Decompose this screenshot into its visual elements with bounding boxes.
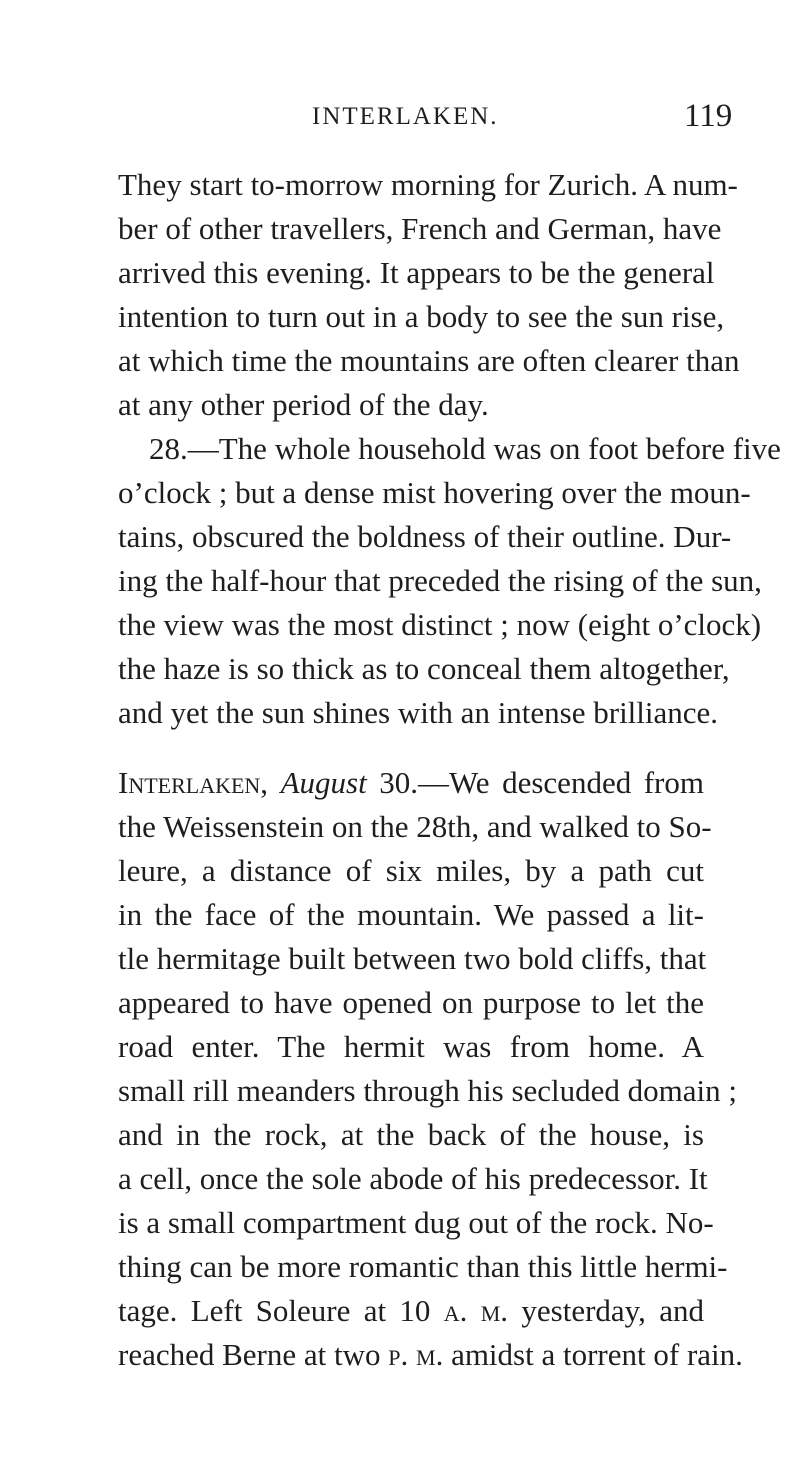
- text-line: small rill meanders through his secluded domain ;: [118, 1073, 738, 1108]
- text-fragment: reached Berne at two: [118, 1337, 389, 1372]
- text-line: a cell, once the sole abode of his predecessor. It: [118, 1161, 708, 1196]
- text-line: [118, 1335, 743, 1375]
- text-line: [118, 1291, 704, 1331]
- text-line: o’clock ; but a dense mist hovering over the moun-: [118, 475, 751, 510]
- text-line: is a small compartment dug out of the rock. No-: [118, 1205, 714, 1240]
- text-line: road enter. The hermit was from home. A: [118, 1029, 704, 1064]
- time-abbrev-am: a. m.: [443, 1293, 509, 1328]
- text-line: appeared to have opened on purpose to let the: [118, 985, 704, 1020]
- text-line: at any other period of the day.: [118, 387, 489, 422]
- text-line: the haze is so thick as to conceal them altogether,: [118, 651, 730, 686]
- entry-heading-line: [118, 763, 704, 803]
- entry-month: August: [280, 765, 367, 800]
- text-fragment: tage. Left Soleure at 10: [118, 1293, 444, 1328]
- text-fragment: yesterday, and: [508, 1293, 704, 1328]
- text-line: 28.—The whole household was on foot before five: [149, 431, 781, 466]
- text-line: at which time the mountains are often clearer than: [118, 343, 740, 378]
- running-title: INTERLAKEN.: [312, 103, 499, 130]
- text-line: ber of other travellers, French and German, have: [118, 211, 722, 246]
- entry-place: Interlaken,: [118, 765, 269, 800]
- entry-heading-rest: 30.—We descended from: [366, 765, 704, 800]
- page-number: 119: [684, 98, 733, 134]
- text-line: intention to turn out in a body to see the sun rise,: [118, 299, 725, 334]
- time-abbrev-pm: p. m.: [388, 1337, 444, 1372]
- text-fragment: amidst a torrent of rain.: [443, 1337, 743, 1372]
- text-line: leure, a distance of six miles, by a path cut: [118, 853, 704, 888]
- text-line: the Weissenstein on the 28th, and walked to So-: [118, 809, 712, 844]
- text-line: They start to-morrow morning for Zurich. A num-: [118, 167, 738, 202]
- text-line: and yet the sun shines with an intense brilliance.: [118, 695, 719, 730]
- text-line: in the face of the mountain. We passed a lit-: [118, 897, 704, 932]
- text-line: tains, obscured the boldness of their outline. Dur-: [118, 519, 732, 554]
- text-line: ing the half-hour that preceded the rising of the sun,: [118, 563, 762, 598]
- text-line: the view was the most distinct ; now (eight o’clock): [118, 607, 762, 642]
- text-line: and in the rock, at the back of the house, is: [118, 1117, 704, 1152]
- text-line: thing can be more romantic than this little hermi-: [118, 1249, 728, 1284]
- text-line: arrived this evening. It appears to be the general: [118, 255, 715, 290]
- text-line: tle hermitage built between two bold cliffs, that: [118, 941, 707, 976]
